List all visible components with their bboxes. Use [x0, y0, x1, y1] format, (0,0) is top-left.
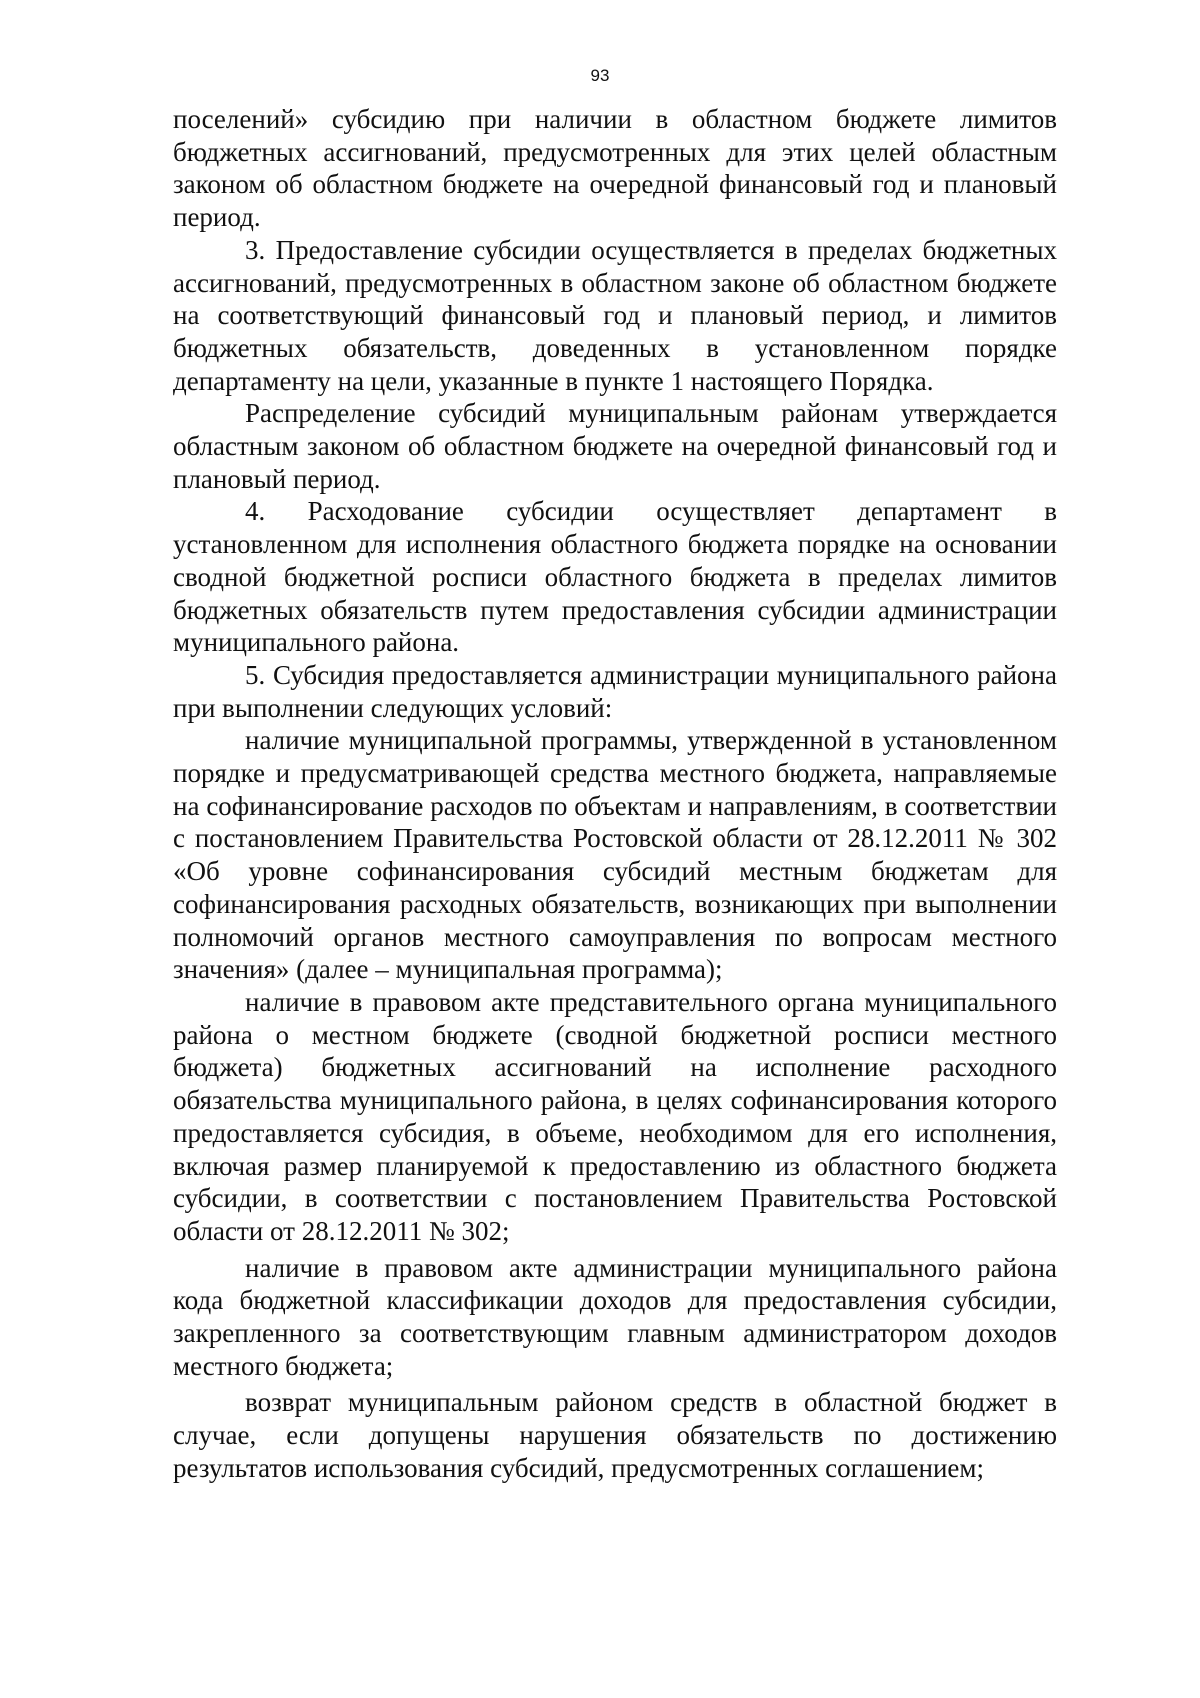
- condition-municipal-program: наличие муниципальной программы, утвержденной в установленном порядке и предусматривающей средства местного бюджета, направляемые на софинансирование расходов по объектам и направлениям, в соответствии с постановлением Правительства Ростовской области от 28.12.2011 № 302 «Об уровне софинансирования субсидий местным бюджетам для софинансирования расходных обязательств, возникающих при выполнении полномочий органов местного самоуправления по вопросам местного значения» (далее – муниципальная программа);: [173, 725, 1057, 985]
- paragraph-item-3: 3. Предоставление субсидии осуществляется в пределах бюджетных ассигнований, предусмотренных в областном законе об областном бюджете на соответствующий финансовый год и плановый период, и лимитов бюджетных обязательств, доведенных в установленном порядке департаменту на цели, указанные в пункте 1 настоящего Порядка.: [173, 234, 1057, 396]
- condition-budget-allocations: наличие в правовом акте представительного органа муниципального района о местном бюджете (сводной бюджетной росписи местного бюджета) бюджетных ассигнований на исполнение расходного обязательства муниципального района, в целях софинансирования которого предоставляется субсидия, в объеме, необходимом для его исполнения, включая размер планируемой к предоставлению из областного бюджета субсидии, в соответствии с постановлением Правительства Ростовской области от 28.12.2011 № 302;: [173, 986, 1057, 1246]
- page-number: 93: [590, 66, 610, 85]
- condition-classification-code: наличие в правовом акте администрации муниципального района кода бюджетной классификации доходов для предоставления субсидии, закрепленного за соответствующим главным администратором доходов местного бюджета;: [173, 1252, 1057, 1381]
- paragraph-continuation: поселений» субсидию при наличии в областном бюджете лимитов бюджетных ассигнований, предусмотренных для этих целей областным законом об областном бюджете на очередной финансовый год и плановый период.: [173, 104, 1057, 233]
- paragraph-distribution: Распределение субсидий муниципальным районам утверждается областным законом об областном бюджете на очередной финансовый год и плановый период.: [173, 398, 1057, 494]
- paragraph-item-5: 5. Субсидия предоставляется администрации муниципального района при выполнении следующих условий:: [173, 659, 1057, 723]
- document-body: [173, 103, 1057, 1485]
- condition-funds-return: возврат муниципальным районом средств в областной бюджет в случае, если допущены нарушения обязательств по достижению результатов использования субсидий, предусмотренных соглашением;: [173, 1387, 1057, 1483]
- paragraph-item-4: 4. Расходование субсидии осуществляет департамент в установленном для исполнения областного бюджета порядке на основании сводной бюджетной росписи областного бюджета в пределах лимитов бюджетных обязательств путем предоставления субсидии администрации муниципального района.: [173, 496, 1057, 658]
